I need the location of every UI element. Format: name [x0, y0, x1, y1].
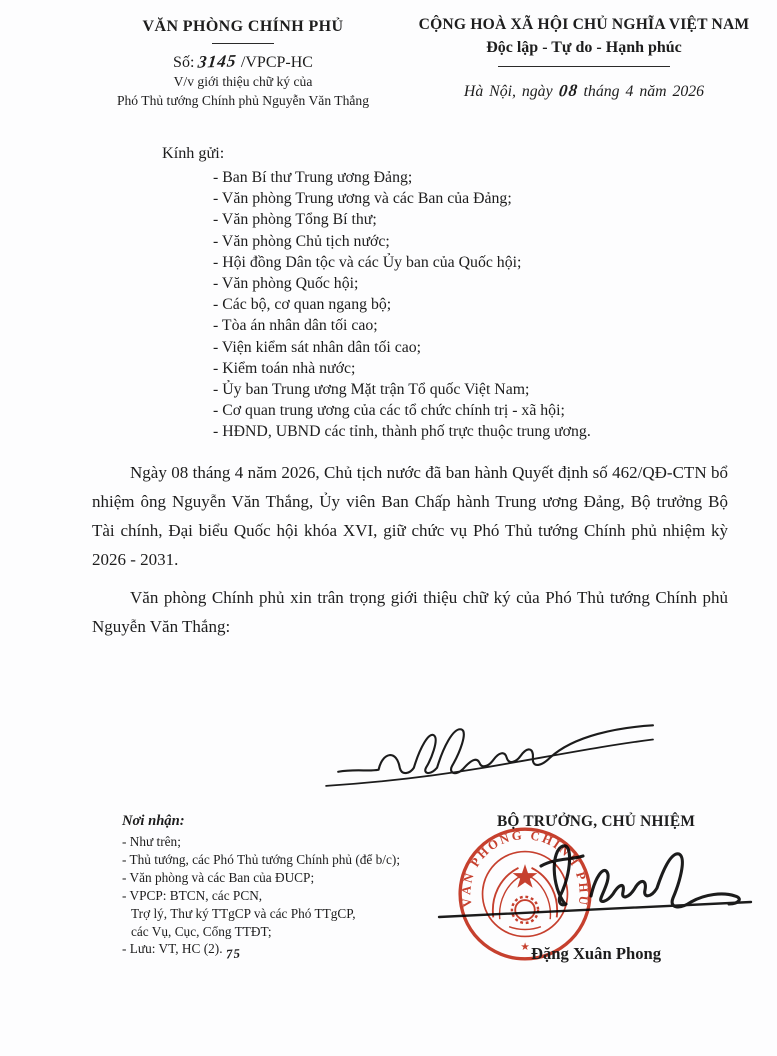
specimen-signature-drawing	[312, 683, 660, 799]
distribution-line: - VPCP: BTCN, các PCN,	[122, 887, 263, 903]
subject-line-2: Phó Thủ tướng Chính phủ Nguyễn Văn Thắng	[116, 93, 370, 108]
issuing-office-block	[88, 18, 398, 110]
header-divider-left	[212, 43, 274, 44]
seal-rim-text: VĂN PHÒNG CHÍNH PHỦ	[459, 828, 591, 908]
signer-signature-drawing	[433, 836, 759, 934]
document-number-label: Số:	[173, 54, 195, 71]
national-motto: Độc lập - Tự do - Hạnh phúc	[486, 39, 682, 56]
document-number-handwritten: 3145	[197, 51, 239, 72]
recipient-item: - HĐND, UBND các tỉnh, thành phố trực thuộc trung ương.	[213, 423, 591, 441]
recipient-item: - Các bộ, cơ quan ngang bộ;	[213, 296, 392, 314]
salutation: Kính gửi:	[162, 144, 225, 162]
place-date-prefix: Hà Nội, ngày	[463, 83, 553, 100]
handwritten-note: 75	[225, 945, 242, 962]
recipient-item: - Ban Bí thư Trung ương Đảng;	[213, 169, 413, 186]
body-paragraph-2: Văn phòng Chính phủ xin trân trọng giới thiệu chữ ký của Phó Thủ tướng Chính phủ Nguyễn Văn Thắng:	[92, 588, 728, 636]
document-number-suffix: /VPCP-HC	[240, 54, 313, 71]
document-number-line	[88, 52, 398, 72]
seal-bottom-star-icon: ★	[520, 942, 530, 953]
header-divider-right	[498, 66, 670, 67]
signature-underline-stroke	[439, 902, 751, 917]
subject-line-1: V/v giới thiệu chữ ký của	[173, 74, 313, 89]
specimen-signature	[312, 683, 660, 799]
signature-crossbar-stroke	[541, 856, 583, 866]
distribution-line-text: - Lưu: VT, HC (2).	[122, 941, 223, 957]
signature-loop-stroke	[554, 846, 569, 905]
distribution-line-last	[122, 940, 452, 963]
body-paragraph-1: Ngày 08 tháng 4 năm 2026, Chủ tịch nước đã ban hành Quyết định số 462/QĐ-CTN bổ nhiệm ông Nguyễn Văn Thắng, Ủy viên Ban Chấp hành Trung ương Đảng, Bộ trưởng Bộ Tài chính, Đại biểu Quốc hội khóa XVI, giữ chức vụ Phó Thủ tướng Chính phủ nhiệm kỳ 2026 - 2031.	[92, 463, 728, 569]
recipient-item: - Viện kiểm sát nhân dân tối cao;	[213, 338, 422, 356]
recipient-item: - Tòa án nhân dân tối cao;	[213, 317, 378, 335]
recipient-list	[213, 167, 591, 443]
country-title: CỘNG HOÀ XÃ HỘI CHỦ NGHĨA VIỆT NAM	[418, 16, 750, 33]
date-day-handwritten: 08	[557, 80, 579, 101]
signer-title: BỘ TRƯỞNG, CHỦ NHIỆM	[496, 813, 696, 830]
place-date-line	[408, 81, 760, 101]
recipient-item: - Văn phòng Tổng Bí thư;	[213, 211, 377, 229]
recipient-item: - Hội đồng Dân tộc và các Ủy ban của Quốc hội;	[213, 253, 522, 271]
distribution-label: Nơi nhận:	[122, 813, 185, 829]
distribution-line: Trợ lý, Thư ký TTgCP và các Phó TTgCP,	[131, 905, 356, 921]
place-date-suffix: tháng 4 năm 2026	[583, 83, 705, 100]
distribution-line: - Như trên;	[122, 834, 181, 849]
distribution-line: - Thủ tướng, các Phó Thủ tướng Chính phủ (để b/c);	[122, 851, 401, 867]
recipient-item: - Văn phòng Quốc hội;	[213, 275, 359, 293]
recipient-item: - Văn phòng Chủ tịch nước;	[213, 232, 390, 250]
distribution-line: các Vụ, Cục, Cổng TTĐT;	[131, 923, 272, 939]
issuing-office-name: VĂN PHÒNG CHÍNH PHỦ	[142, 18, 344, 35]
distribution-block	[122, 813, 452, 963]
signer-name: Đặng Xuân Phong	[530, 944, 662, 963]
signature-main-stroke	[591, 854, 739, 907]
recipient-item: - Cơ quan trung ương của các tổ chức chính trị - xã hội;	[213, 402, 565, 420]
national-heading-block	[408, 14, 760, 101]
distribution-line: - Văn phòng và các Ban của ĐUCP;	[122, 869, 315, 885]
recipient-item: - Ủy ban Trung ương Mặt trận Tổ quốc Việt Nam;	[213, 381, 530, 399]
signer-signature	[433, 836, 759, 934]
recipient-item: - Kiểm toán nhà nước;	[213, 359, 356, 377]
recipient-item: - Văn phòng Trung ương và các Ban của Đảng;	[213, 190, 512, 208]
